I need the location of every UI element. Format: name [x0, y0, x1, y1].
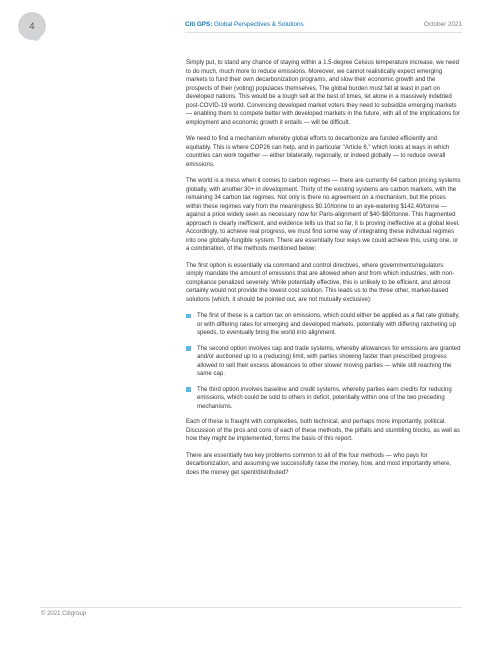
list-item: [186, 386, 462, 412]
paragraph: Each of these is fraught with complexities, both technical, and perhaps more importantly, political. Discussion of the pros and cons of each of these methods, the pitfalls and stumbling blocks, as well as how they might be implemented, forms the basis of this report.: [186, 419, 460, 442]
section-name: Global Perspectives & Solutions: [214, 21, 304, 28]
square-bullet-icon: [186, 314, 191, 319]
paragraph: We need to find a mechanism whereby global efforts to decarbonize are funded efficiently and equitably. This is where COP26 can help, and in particular "Article 6," which looks at ways in which countries can work together — either bilaterally, regionally, or indeed globally — to reduce overall emissions.: [186, 136, 450, 168]
page-number: 4: [29, 21, 35, 31]
running-header: [185, 21, 462, 28]
paragraph: The world is a mess when it comes to carbon regimes — there are currently 64 carbon pricing systems globally, with another 30+ in development. Thirty of the existing systems are carbon markets, with the remaining 34 carbon tax regimes. Not only is there no agreement on a mechanism, but the prices within these regimes vary from the meaningless $0.10/tonne to an eye-watering $142.40/tonne — against a price widely seen as necessary now for Paris-alignment of $40-$80/tonne. This fragmented approach is clearly inefficient, and evidence tells us that so far, it is proving ineffective at a global level. Accordingly, to achieve real progress, we must find some way of integrating these individual regimes into one globally-fungible system. There are essentially four ways we could achieve this, using one, or a combination, of the methods mentioned below:: [186, 178, 461, 252]
options-list: [186, 312, 462, 411]
paragraph: The first option is essentially via command and control directives, where governments/regulators simply mandate the amount of emissions that are allowed when and from which industries, with non-compliance penalized severely. While potentially effective, this is unlikely to be efficient, and almost certainly would not provide the lowest cost solution. This leads us to the three other, market-based solutions (which, it should be pointed out, are not mutually exclusive):: [186, 262, 455, 303]
paragraph: Simply put, to stand any chance of staying within a 1.5-degree Celsius temperature increase, we need to do much, much more to reduce emissions. Moreover, we cannot realistically expect emerging markets to fund their own decarbonization programs, and slow their economic growth and the prospects of their (voting) populaces themselves. The global burden must fall at least in part on developed nations. This would be a tough sell at the best of times, let alone in a massively indebted post-COVID-19 world. Convincing developed market voters they need to subsidize emerging markets — enabling them to compete better with developed markets in the future, with all of the implications for employment and economic growth it entails — will be difficult.: [186, 60, 460, 126]
publication-date: October 2021: [423, 21, 462, 28]
copyright-notice: © 2021 Citigroup: [41, 611, 87, 617]
list-item-text: The second option involves cap and trade systems, whereby allowances for emissions are granted and/or auctioned up to a (reducing) limit, with parties showing faster than prescribed progress allowed to sell their excess allowances to other slower moving parties — while still reaching the same cap.: [197, 345, 461, 377]
publication-title: [185, 21, 304, 28]
square-bullet-icon: [186, 346, 191, 351]
list-item: [186, 345, 462, 379]
footer-divider: [40, 607, 462, 608]
square-bullet-icon: [186, 387, 191, 392]
header-divider: [185, 32, 462, 33]
list-item-text: The third option involves baseline and credit systems, whereby parties earn credits for reducing emissions, which could be sold to others in deficit, potentially within one of the two preceding mechanisms.: [197, 386, 452, 410]
body-text: [186, 59, 462, 485]
paragraph: There are essentially two key problems common to all of the four methods — who pays for decarbonization, and assuming we successfully raise the money, how, and most importantly where, does the money get spent/distributed?: [186, 452, 452, 476]
list-item-text: The first of these is a carbon tax on emissions, which could either be applied as a flat rate globally, or with differing rates for emerging and developed markets, potentially with differing ratcheting up speeds, to eventually bring the world into alignment.: [197, 313, 460, 336]
brand-name: Citi GPS:: [185, 21, 213, 28]
list-item: [186, 312, 462, 338]
